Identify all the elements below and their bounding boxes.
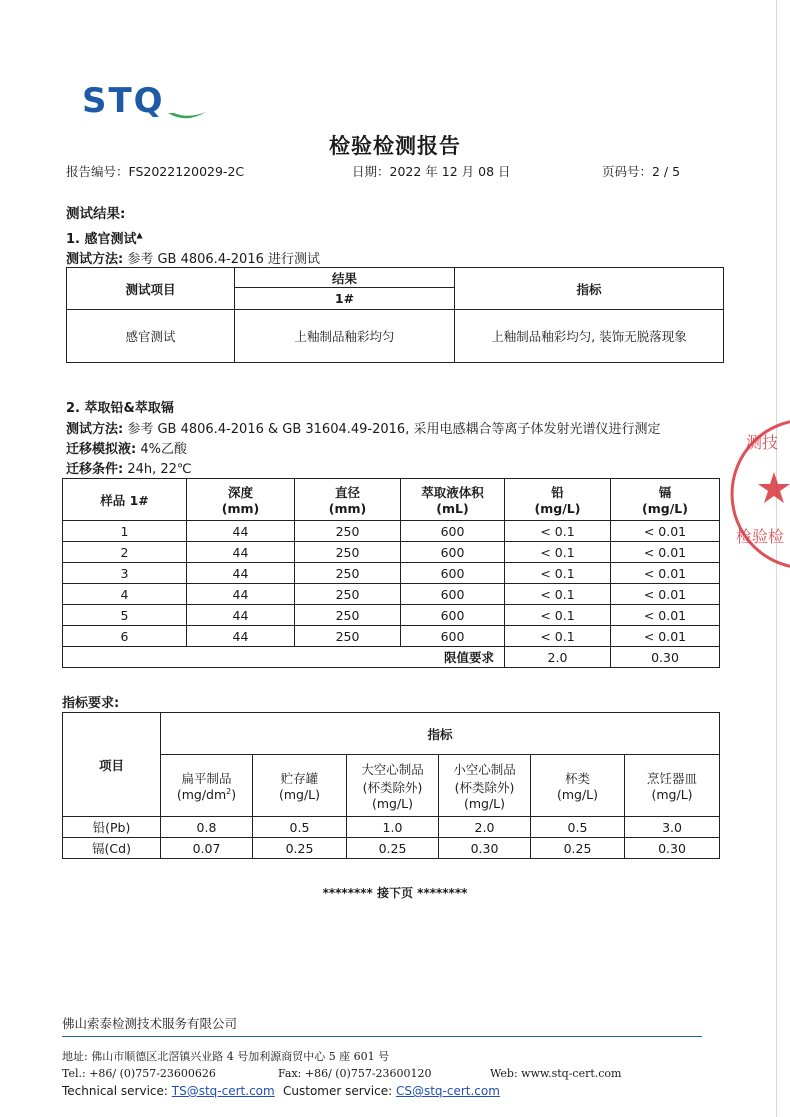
section-2-method <box>66 418 660 437</box>
req-subheader-text: (mg/dm <box>176 787 227 803</box>
table-cell: 250 <box>295 563 401 584</box>
header-volume-unit: (mL) <box>436 501 469 516</box>
table-cell: < 0.01 <box>611 626 720 647</box>
req-subheader-line: 烹饪器皿 <box>647 771 698 786</box>
report-date: 日期：2022 年 12 月 08 日 <box>352 164 511 179</box>
footer-web: Web: www.stq-cert.com <box>490 1067 622 1080</box>
footer-technical <box>62 1084 275 1098</box>
req-col-index: 指标 <box>161 713 720 755</box>
table-cell: 2 <box>63 542 187 563</box>
req-subheader-line <box>625 787 719 802</box>
sensory-table <box>66 267 724 363</box>
table-cell: 5 <box>63 605 187 626</box>
table-cell: < 0.1 <box>505 563 611 584</box>
req-subheader-text: (mg/L) <box>651 787 693 802</box>
table-row <box>63 817 720 838</box>
req-subheader-row <box>63 755 720 817</box>
table-cell: 250 <box>295 605 401 626</box>
header-depth-unit: (mm) <box>221 501 260 516</box>
req-row-label: 镉(Cd) <box>63 838 161 859</box>
table-row <box>63 605 720 626</box>
sensory-row-item: 感官测试 <box>67 310 235 363</box>
req-subheader-text: (杯类除外) <box>362 780 423 795</box>
section-1-title: 感官测试 <box>84 232 137 247</box>
table-cell: 250 <box>295 626 401 647</box>
header-cadmium-label: 镉 <box>658 485 672 500</box>
req-subheader-line: (mg/L) <box>371 796 414 811</box>
table-cell: 250 <box>295 584 401 605</box>
customer-label: Customer service: <box>283 1084 393 1098</box>
sensory-row-index: 上釉制品釉彩均匀, 装饰无脱落现象 <box>455 310 724 363</box>
simulant-label: 迁移模拟液: <box>66 442 137 457</box>
table-row <box>63 584 720 605</box>
logo-swoosh <box>168 112 206 118</box>
simulant-line <box>66 438 187 457</box>
table-cell: < 0.1 <box>505 584 611 605</box>
requirements-table <box>62 712 720 859</box>
extraction-header-row <box>63 479 720 521</box>
header-cadmium <box>611 479 720 521</box>
table-cell: < 0.01 <box>611 563 720 584</box>
table-cell: 44 <box>187 521 295 542</box>
req-subheader-line: 扁平制品 <box>181 770 232 786</box>
table-cell: < 0.1 <box>505 626 611 647</box>
table-row <box>63 563 720 584</box>
header-volume <box>401 479 505 521</box>
table-cell: 600 <box>401 521 505 542</box>
req-subheader-text: (mg/L) <box>278 787 321 802</box>
header-diameter <box>295 479 401 521</box>
header-depth-label: 深度 <box>227 485 253 500</box>
header-sample-label: 样品 1# <box>100 492 149 508</box>
header-diameter-label: 直径 <box>334 485 360 500</box>
table-cell: 0.25 <box>253 838 347 859</box>
table-cell: < 0.01 <box>611 584 720 605</box>
req-subheader <box>253 755 347 817</box>
footer-tel: Tel.: +86/ (0)757-23600626 <box>62 1067 216 1080</box>
req-subheader-line <box>253 787 346 802</box>
req-subheader-line: 大空心制品 <box>361 762 424 777</box>
table-cell: 44 <box>187 563 295 584</box>
header-depth <box>187 479 295 521</box>
condition-label: 迁移条件: <box>66 462 124 477</box>
table-cell: 250 <box>295 542 401 563</box>
table-cell: 1.0 <box>347 817 439 838</box>
req-row-label: 铅(Pb) <box>63 817 161 838</box>
table-cell: < 0.01 <box>611 521 720 542</box>
req-subheader <box>439 755 531 817</box>
req-subheader-text: (杯类除外) <box>454 780 515 795</box>
table-cell: < 0.1 <box>505 542 611 563</box>
page-number: 页码号：2 / 5 <box>602 164 681 179</box>
req-subheader-text: ) <box>231 787 237 803</box>
table-cell: 0.30 <box>625 838 720 859</box>
table-cell: 600 <box>401 542 505 563</box>
section-2-heading <box>66 397 174 416</box>
table-cell: 6 <box>63 626 187 647</box>
header-volume-label: 萃取液体积 <box>421 485 484 500</box>
req-subheader-sup: 2 <box>226 786 232 796</box>
footer-fax: Fax: +86/ (0)757-23600120 <box>278 1067 432 1080</box>
footer-address: 地址: 佛山市顺德区北滘镇兴业路 4 号加利源商贸中心 5 座 601 号 <box>62 1050 390 1063</box>
sensory-col-sample: 1# <box>235 288 455 310</box>
technical-label: Technical service: <box>62 1084 168 1098</box>
table-cell: 250 <box>295 521 401 542</box>
req-subheader <box>161 755 253 817</box>
report-title: 检验检测报告 <box>329 134 461 158</box>
header-diameter-unit: (mm) <box>328 501 367 516</box>
logo-text: STQ <box>82 82 165 121</box>
table-cell: 0.5 <box>531 817 625 838</box>
limit-cadmium: 0.30 <box>611 647 720 668</box>
req-subheader-line <box>439 778 530 796</box>
section-2-number: 2. <box>66 401 80 416</box>
method-label: 测试方法: <box>66 252 124 267</box>
method-text: 参考 GB 4806.4-2016 & GB 31604.49-2016, 采用电感耦合等离子体发射光谱仪进行测定 <box>127 422 661 437</box>
continue-next-page: ******** 接下页 ******** <box>322 886 468 900</box>
header-lead-unit: (mg/L) <box>534 501 581 516</box>
req-col-item: 项目 <box>63 713 161 817</box>
condition-line <box>66 458 192 477</box>
seal-text-top: 测技 <box>746 433 779 452</box>
stq-logo <box>82 82 212 122</box>
req-subheader <box>625 755 720 817</box>
sensory-col-index: 指标 <box>455 268 724 310</box>
table-cell: 44 <box>187 542 295 563</box>
seal-star <box>758 472 790 503</box>
table-cell: 4 <box>63 584 187 605</box>
table-cell: 600 <box>401 563 505 584</box>
extraction-table <box>62 478 720 668</box>
limit-lead: 2.0 <box>505 647 611 668</box>
report-number: 报告编号：FS2022120029-2C <box>66 164 245 179</box>
table-row <box>63 542 720 563</box>
table-cell: 44 <box>187 605 295 626</box>
section-2-title: 萃取铅&萃取镉 <box>84 401 174 416</box>
table-row <box>63 838 720 859</box>
table-cell: 600 <box>401 626 505 647</box>
sensory-col-item: 测试项目 <box>67 268 235 310</box>
header-lead-label: 铅 <box>551 485 564 500</box>
table-cell: 44 <box>187 626 295 647</box>
table-cell: < 0.01 <box>611 605 720 626</box>
technical-email-link[interactable]: TS@stq-cert.com <box>171 1084 275 1098</box>
section-1-number: 1. <box>66 232 80 247</box>
table-cell: 2.0 <box>439 817 531 838</box>
limit-row <box>63 647 720 668</box>
simulant-text: 4%乙酸 <box>140 442 187 457</box>
table-cell: 0.07 <box>161 838 253 859</box>
req-subheader-line: 小空心制品 <box>453 762 516 777</box>
req-subheader-line: 杯类 <box>564 771 590 786</box>
section-1-heading <box>66 228 143 247</box>
header-lead <box>505 479 611 521</box>
table-row <box>63 521 720 542</box>
table-cell: 600 <box>401 584 505 605</box>
accreditation-mark: ▲ <box>136 230 143 240</box>
table-cell: < 0.1 <box>505 605 611 626</box>
req-subheader-line <box>347 778 438 796</box>
table-cell: 0.8 <box>161 817 253 838</box>
table-cell: 0.25 <box>347 838 439 859</box>
table-cell: < 0.01 <box>611 542 720 563</box>
requirements-heading: 指标要求: <box>62 696 120 711</box>
req-subheader-line <box>161 787 252 802</box>
sensory-col-result: 结果 <box>235 268 455 288</box>
table-cell: 0.25 <box>531 838 625 859</box>
seal-text-bottom: 检验检 <box>736 527 785 546</box>
header-cadmium-unit: (mg/L) <box>642 501 688 516</box>
table-cell: 1 <box>63 521 187 542</box>
req-subheader-line: 贮存罐 <box>280 771 319 786</box>
inspection-seal <box>726 414 790 574</box>
footer-customer <box>283 1084 500 1098</box>
table-cell: 0.5 <box>253 817 347 838</box>
req-subheader-text: (mg/L) <box>556 787 599 802</box>
results-heading: 测试结果: <box>66 206 126 222</box>
table-cell: 44 <box>187 584 295 605</box>
req-subheader <box>347 755 439 817</box>
table-row <box>63 626 720 647</box>
section-1-method <box>66 248 320 267</box>
table-cell: 600 <box>401 605 505 626</box>
table-cell: 0.30 <box>439 838 531 859</box>
req-subheader-line: (mg/L) <box>463 796 506 811</box>
table-cell: 3 <box>63 563 187 584</box>
method-label: 测试方法: <box>66 422 124 437</box>
table-cell: < 0.1 <box>505 521 611 542</box>
method-text: 参考 GB 4806.4-2016 进行测试 <box>127 252 320 267</box>
table-cell: 3.0 <box>625 817 720 838</box>
limit-label: 限值要求 <box>63 647 505 668</box>
sensory-row-result: 上釉制品釉彩均匀 <box>235 310 455 363</box>
customer-email-link[interactable]: CS@stq-cert.com <box>395 1084 500 1098</box>
condition-text: 24h, 22℃ <box>127 462 192 477</box>
header-sample <box>63 479 187 521</box>
req-subheader <box>531 755 625 817</box>
footer-company: 佛山索泰检测技术服务有限公司 <box>62 1016 238 1031</box>
req-subheader-line <box>531 787 624 802</box>
footer-divider <box>62 1036 702 1037</box>
